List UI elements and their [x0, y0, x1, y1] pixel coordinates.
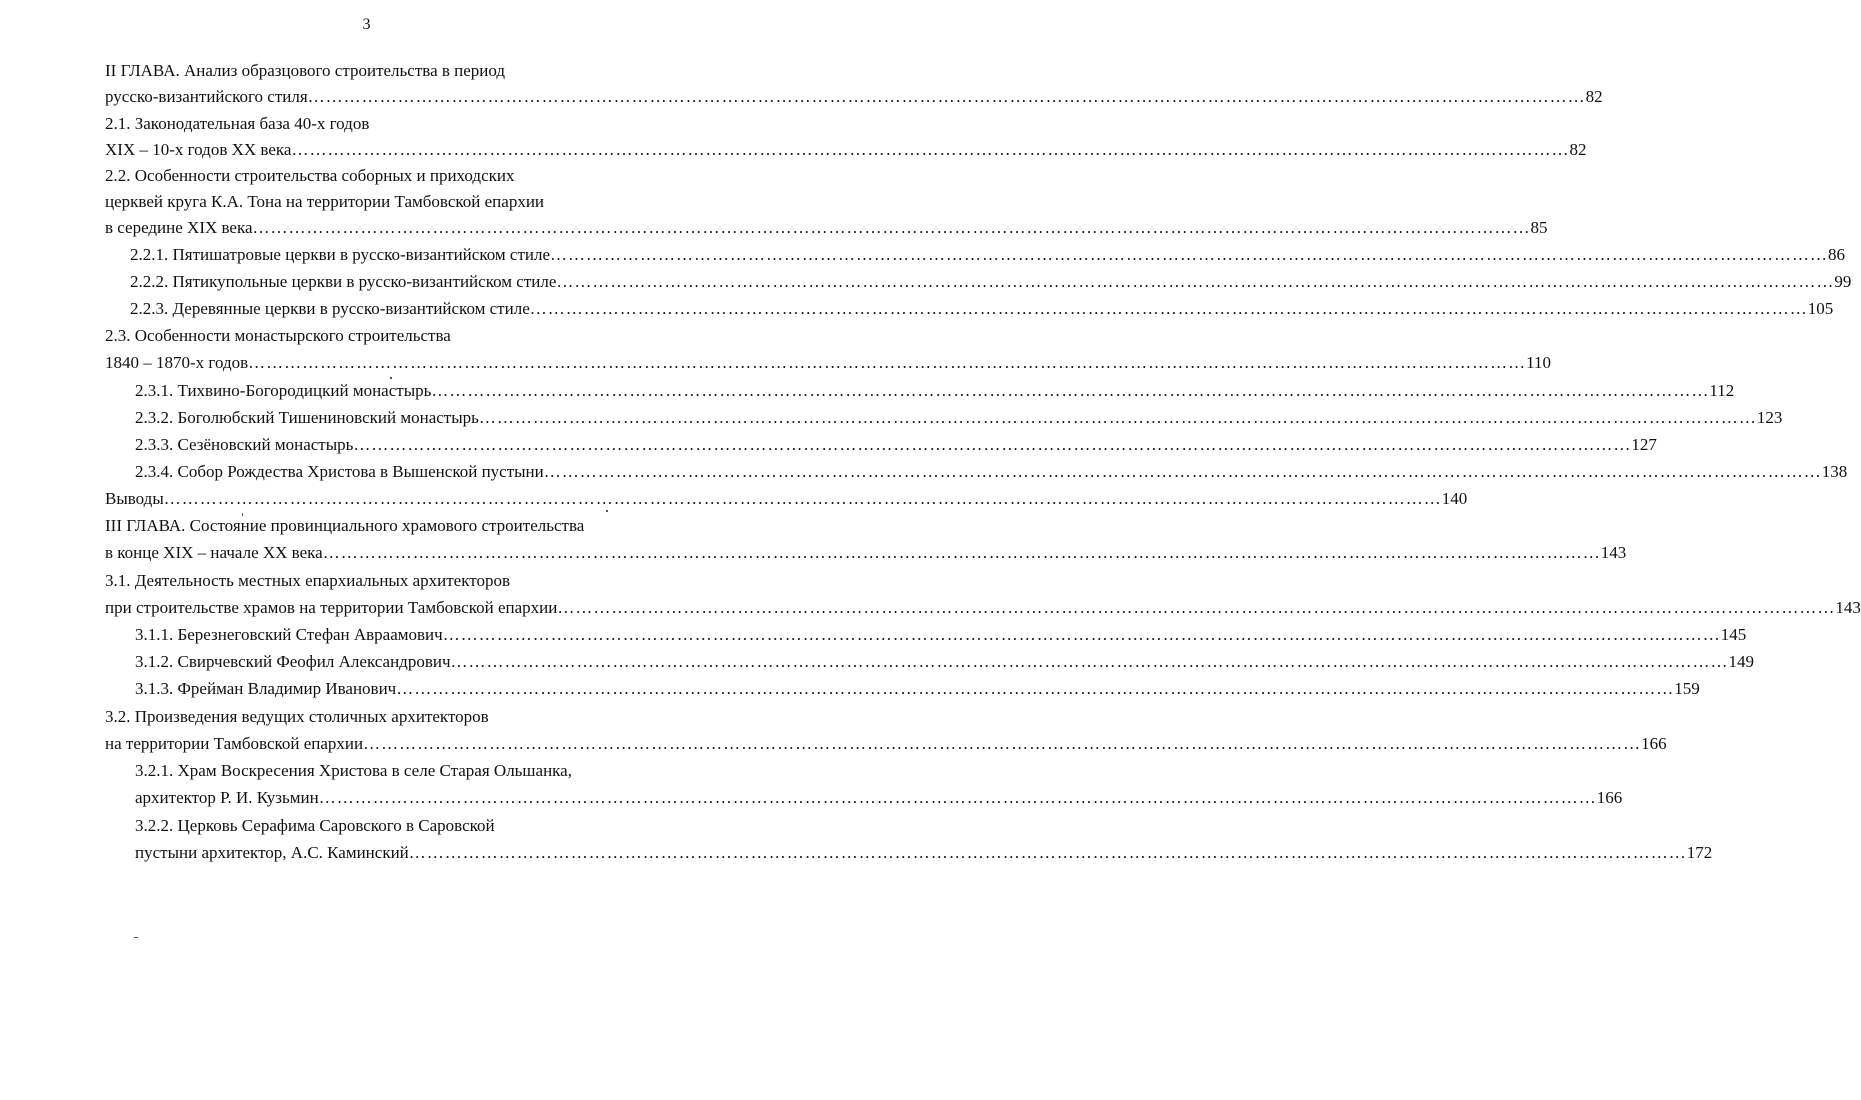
- toc-entry: [135, 760, 688, 782]
- toc-entry-title: 2.2.2. Пятикупольные церкви в русско-византийском стиле: [130, 272, 557, 291]
- toc-leader-dots: ……………………………………………………………………………………………………………………………………………………………………………………………: [252, 218, 1531, 237]
- toc-page-number: 149: [1728, 652, 1754, 671]
- toc-leader-dots: ……………………………………………………………………………………………………………………………………………………………………………………………: [291, 140, 1570, 159]
- toc-entry-title: архитектор Р. И. Кузьмин: [135, 788, 319, 807]
- toc-entry: [105, 352, 1552, 374]
- toc-entry-title: III ГЛАВА. Состояние провинциального храмового строительства: [105, 516, 585, 535]
- toc-entry-title: 2.3. Особенности монастырского строительства: [105, 326, 451, 345]
- toc-entry: [105, 325, 688, 347]
- toc-leader-dots: ……………………………………………………………………………………………………………………………………………………………………………………………: [543, 462, 1822, 481]
- toc-entry-title: 1840 – 1870-х годов: [105, 353, 249, 372]
- toc-entry-title: 2.3.2. Боголюбский Тишениновский монастырь: [135, 408, 479, 427]
- toc-entry: [135, 434, 1657, 456]
- toc-page-number: 110: [1526, 353, 1552, 372]
- toc-entry: [105, 165, 688, 187]
- toc-leader-dots: ……………………………………………………………………………………………………………………………………………………………………………………………: [353, 435, 1632, 454]
- toc-entry-title: 3.1.2. Свирчевский Феофил Александрович: [135, 652, 451, 671]
- toc-entry: [105, 597, 1861, 619]
- toc-entry-title: при строительстве храмов на территории Тамбовской епархии: [105, 598, 558, 617]
- toc-entry-title: 3.1.3. Фрейман Владимир Иванович: [135, 679, 397, 698]
- toc-entry-title: 2.3.4. Собор Рождества Христова в Вышенской пустыни: [135, 462, 544, 481]
- toc-leader-dots: ……………………………………………………………………………………………………………………………………………………………………………………………: [442, 625, 1721, 644]
- toc-leader-dots: ……………………………………………………………………………………………………………………………………………………………………………………………: [556, 272, 1835, 291]
- toc-leader-dots: ……………………………………………………………………………………………………………………………………………………………………………………………: [248, 353, 1527, 372]
- toc-entry-title: 3.2. Произведения ведущих столичных архитекторов: [105, 707, 489, 726]
- toc-page-number: 105: [1807, 299, 1834, 318]
- toc-entry: [105, 488, 1468, 510]
- toc-leader-dots: ……………………………………………………………………………………………………………………………………………………………………………………………: [557, 598, 1836, 617]
- toc-leader-dots: ……………………………………………………………………………………………………………………………………………………………………………………………: [550, 245, 1829, 264]
- toc-leader-dots: ……………………………………………………………………………………………………………………………………………………………………………………………: [529, 299, 1808, 318]
- toc-entry-title: русско-византийского стиля: [105, 87, 308, 106]
- toc-entry-title: XIX – 10-х годов XX века: [105, 140, 292, 159]
- toc-page-number: 143: [1835, 598, 1861, 617]
- toc-page-number: 123: [1756, 408, 1783, 427]
- toc-page-number: 138: [1821, 462, 1848, 481]
- toc-entry: [135, 651, 1754, 673]
- toc-leader-dots: ……………………………………………………………………………………………………………………………………………………………………………………………: [318, 788, 1597, 807]
- toc-entry: [135, 461, 1848, 483]
- toc-page-number: 112: [1709, 381, 1735, 400]
- toc-page-number: 166: [1641, 734, 1667, 753]
- toc-leader-dots: ……………………………………………………………………………………………………………………………………………………………………………………………: [363, 734, 1642, 753]
- toc-entry-title: 2.2. Особенности строительства соборных и приходских: [105, 166, 515, 185]
- toc-entry: [130, 271, 1852, 293]
- toc-entry: [105, 60, 688, 82]
- scan-speck: [134, 937, 138, 938]
- toc-entry-title: 3.1.1. Березнеговский Стефан Авраамович: [135, 625, 443, 644]
- toc-page-number: 159: [1674, 679, 1700, 698]
- toc-page-number: 145: [1720, 625, 1747, 644]
- scan-speck: [390, 377, 392, 379]
- toc-leader-dots: ……………………………………………………………………………………………………………………………………………………………………………………………: [163, 489, 1442, 508]
- toc-entry-title: 3.2.1. Храм Воскресения Христова в селе Старая Ольшанка,: [135, 761, 572, 780]
- toc-entry: [135, 407, 1783, 429]
- toc-page-number: 172: [1686, 843, 1713, 862]
- toc-page-number: 82: [1585, 87, 1603, 106]
- toc-entry-title: в конце XIX – начале XX века: [105, 543, 323, 562]
- toc-entry: [135, 678, 1700, 700]
- toc-page-number: 85: [1530, 218, 1548, 237]
- scan-speck: [242, 513, 243, 516]
- toc-leader-dots: ……………………………………………………………………………………………………………………………………………………………………………………………: [322, 543, 1601, 562]
- toc-entry: [105, 542, 1627, 564]
- toc-entry-title: 2.1. Законодательная база 40-х годов: [105, 114, 370, 133]
- toc-entry: [130, 298, 1834, 320]
- toc-leader-dots: ……………………………………………………………………………………………………………………………………………………………………………………………: [307, 87, 1586, 106]
- toc-leader-dots: ……………………………………………………………………………………………………………………………………………………………………………………………: [450, 652, 1729, 671]
- toc-page-number: 127: [1631, 435, 1657, 454]
- scan-speck: [606, 510, 608, 512]
- toc-entry-title: 2.3.3. Сезёновский монастырь: [135, 435, 354, 454]
- toc-entry: [105, 706, 688, 728]
- toc-entry: [105, 113, 688, 135]
- toc-entry: [135, 624, 1747, 646]
- toc-entry-title: на территории Тамбовской епархии: [105, 734, 364, 753]
- toc-entry: [105, 191, 688, 213]
- toc-leader-dots: ……………………………………………………………………………………………………………………………………………………………………………………………: [431, 381, 1710, 400]
- toc-page-number: 166: [1596, 788, 1623, 807]
- toc-entry-title: 3.2.2. Церковь Серафима Саровского в Саровской: [135, 816, 495, 835]
- toc-entry: [105, 86, 1603, 108]
- toc-entry: [130, 244, 1846, 266]
- toc-entry: [105, 217, 1548, 239]
- toc-entry-title: в середине XIX века: [105, 218, 253, 237]
- toc-entry-title: 2.3.1. Тихвино-Богородицкий монастырь: [135, 381, 432, 400]
- toc-entry-title: 2.2.3. Деревянные церкви в русско-византийском стиле: [130, 299, 530, 318]
- toc-leader-dots: ……………………………………………………………………………………………………………………………………………………………………………………………: [396, 679, 1675, 698]
- toc-entry-title: 3.1. Деятельность местных епархиальных архитекторов: [105, 571, 510, 590]
- toc-page-number: 86: [1828, 245, 1846, 264]
- toc-entry-title: 2.2.1. Пятишатровые церкви в русско-византийском стиле: [130, 245, 551, 264]
- toc-entry: [105, 733, 1667, 755]
- toc-entry-title: II ГЛАВА. Анализ образцового строительства в период: [105, 61, 506, 80]
- page-number: 3: [362, 16, 371, 33]
- toc-entry: [135, 842, 1713, 864]
- toc-entry-title: церквей круга К.А. Тона на территории Тамбовской епархии: [105, 192, 545, 211]
- toc-entry: [135, 815, 688, 837]
- toc-entry-title: пустыни архитектор, А.С. Каминский: [135, 843, 409, 862]
- toc-page-number: 82: [1569, 140, 1587, 159]
- toc-entry: [105, 570, 688, 592]
- toc-entry: [135, 787, 1623, 809]
- toc-entry-title: Выводы: [105, 489, 164, 508]
- toc-page-number: 143: [1600, 543, 1627, 562]
- toc-leader-dots: ……………………………………………………………………………………………………………………………………………………………………………………………: [408, 843, 1687, 862]
- toc-page-number: 140: [1441, 489, 1468, 508]
- toc-entry: [105, 139, 1587, 161]
- toc-entry: [135, 380, 1735, 402]
- toc-page-number: 99: [1834, 272, 1852, 291]
- toc-leader-dots: ……………………………………………………………………………………………………………………………………………………………………………………………: [478, 408, 1757, 427]
- toc-entry: [105, 515, 688, 537]
